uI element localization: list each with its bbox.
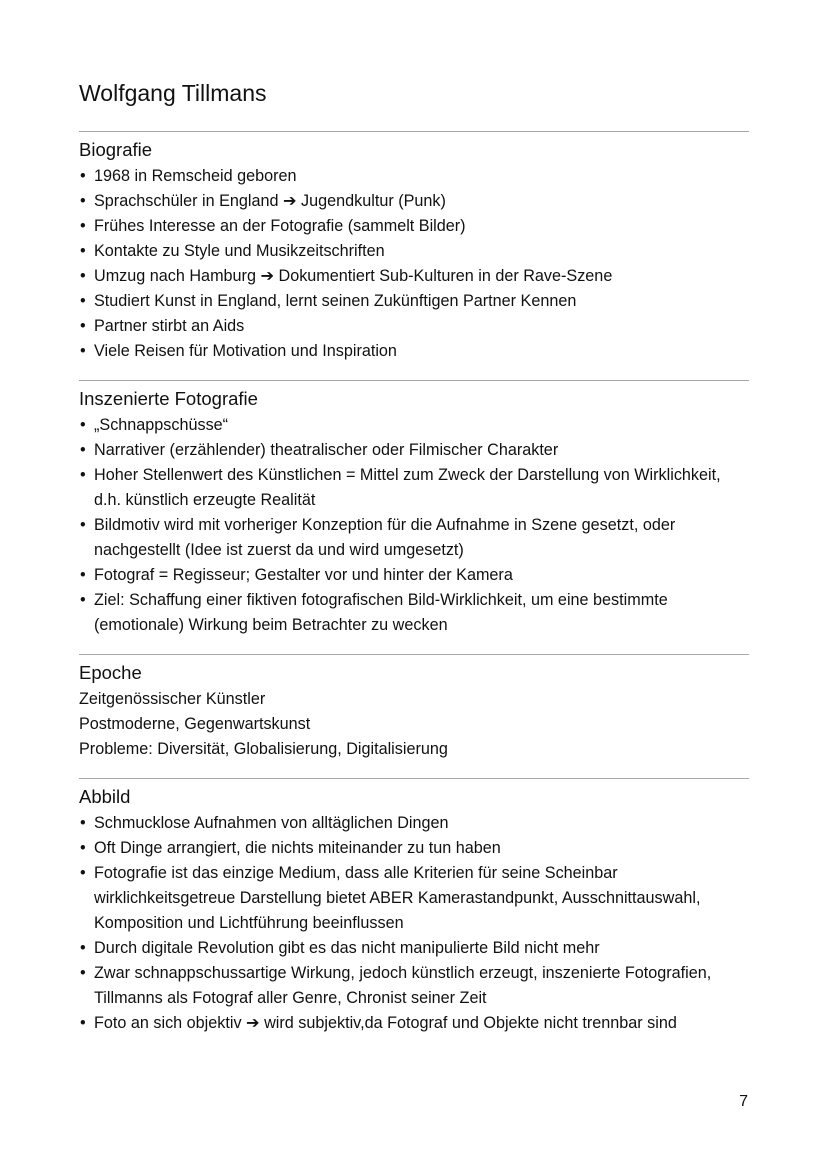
bullet-list: [79, 164, 749, 364]
section-heading: Biografie: [79, 139, 153, 160]
list-item: • Sprachschüler in England ➔ Jugendkultur (Punk): [79, 189, 749, 214]
section-inszenierte-fotografie: [79, 380, 749, 638]
list-item: • Partner stirbt an Aids: [79, 314, 749, 339]
list-item: • Viele Reisen für Motivation und Inspiration: [79, 339, 749, 364]
list-item: • 1968 in Remscheid geboren: [79, 164, 749, 189]
section-abbild: [79, 778, 749, 1036]
list-item: • Studiert Kunst in England, lernt seinen Zukünftigen Partner Kennen: [79, 289, 749, 314]
section-epoche: [79, 654, 749, 762]
list-item: • Fotograf = Regisseur; Gestalter vor und hinter der Kamera: [79, 563, 749, 588]
list-item: • Foto an sich objektiv ➔ wird subjektiv,da Fotograf und Objekte nicht trennbar sind: [79, 1011, 749, 1036]
list-item: • Durch digitale Revolution gibt es das nicht manipulierte Bild nicht mehr: [79, 936, 749, 961]
page-title: Wolfgang Tillmans: [79, 80, 267, 106]
list-item: • Frühes Interesse an der Fotografie (sammelt Bilder): [79, 214, 749, 239]
section-heading: Inszenierte Fotografie: [79, 388, 258, 409]
page-number: 7: [739, 1093, 748, 1110]
list-item: • Umzug nach Hamburg ➔ Dokumentiert Sub-Kulturen in der Rave-Szene: [79, 264, 749, 289]
text-line: Zeitgenössischer Künstler: [79, 690, 266, 708]
page-content: [79, 80, 749, 1052]
bullet-list: [79, 413, 749, 638]
list-item: • Schmucklose Aufnahmen von alltäglichen Dingen: [79, 811, 749, 836]
list-item: • Kontakte zu Style und Musikzeitschriften: [79, 239, 749, 264]
section-heading: Abbild: [79, 786, 131, 807]
bullet-list: [79, 811, 749, 1036]
list-item: • „Schnappschüsse“: [79, 413, 749, 438]
list-item: • Fotografie ist das einzige Medium, dass alle Kriterien für seine Scheinbar wirklichkeitsgetreue Darstellung bietet ABER Kamerastandpunkt, Ausschnittauswahl, Komposition und Lichtführung beeinflussen: [79, 861, 749, 936]
list-item: • Narrativer (erzählender) theatralischer oder Filmischer Charakter: [79, 438, 749, 463]
list-item: • Hoher Stellenwert des Künstlichen = Mittel zum Zweck der Darstellung von Wirklichkeit, d.h. künstlich erzeugte Realität: [79, 463, 749, 513]
list-item: • Ziel: Schaffung einer fiktiven fotografischen Bild-Wirklichkeit, um eine bestimmte (emotionale) Wirkung beim Betrachter zu wecken: [79, 588, 749, 638]
section-biografie: [79, 131, 749, 364]
text-line: Postmoderne, Gegenwartskunst: [79, 715, 311, 733]
list-item: • Bildmotiv wird mit vorheriger Konzeption für die Aufnahme in Szene gesetzt, oder nachgestellt (Idee ist zuerst da und wird umgesetzt): [79, 513, 749, 563]
list-item: • Oft Dinge arrangiert, die nichts miteinander zu tun haben: [79, 836, 749, 861]
text-line: Probleme: Diversität, Globalisierung, Digitalisierung: [79, 740, 448, 758]
section-heading: Epoche: [79, 662, 142, 683]
list-item: • Zwar schnappschussartige Wirkung, jedoch künstlich erzeugt, inszenierte Fotografien, Tillmanns als Fotograf aller Genre, Chronist seiner Zeit: [79, 961, 749, 1011]
